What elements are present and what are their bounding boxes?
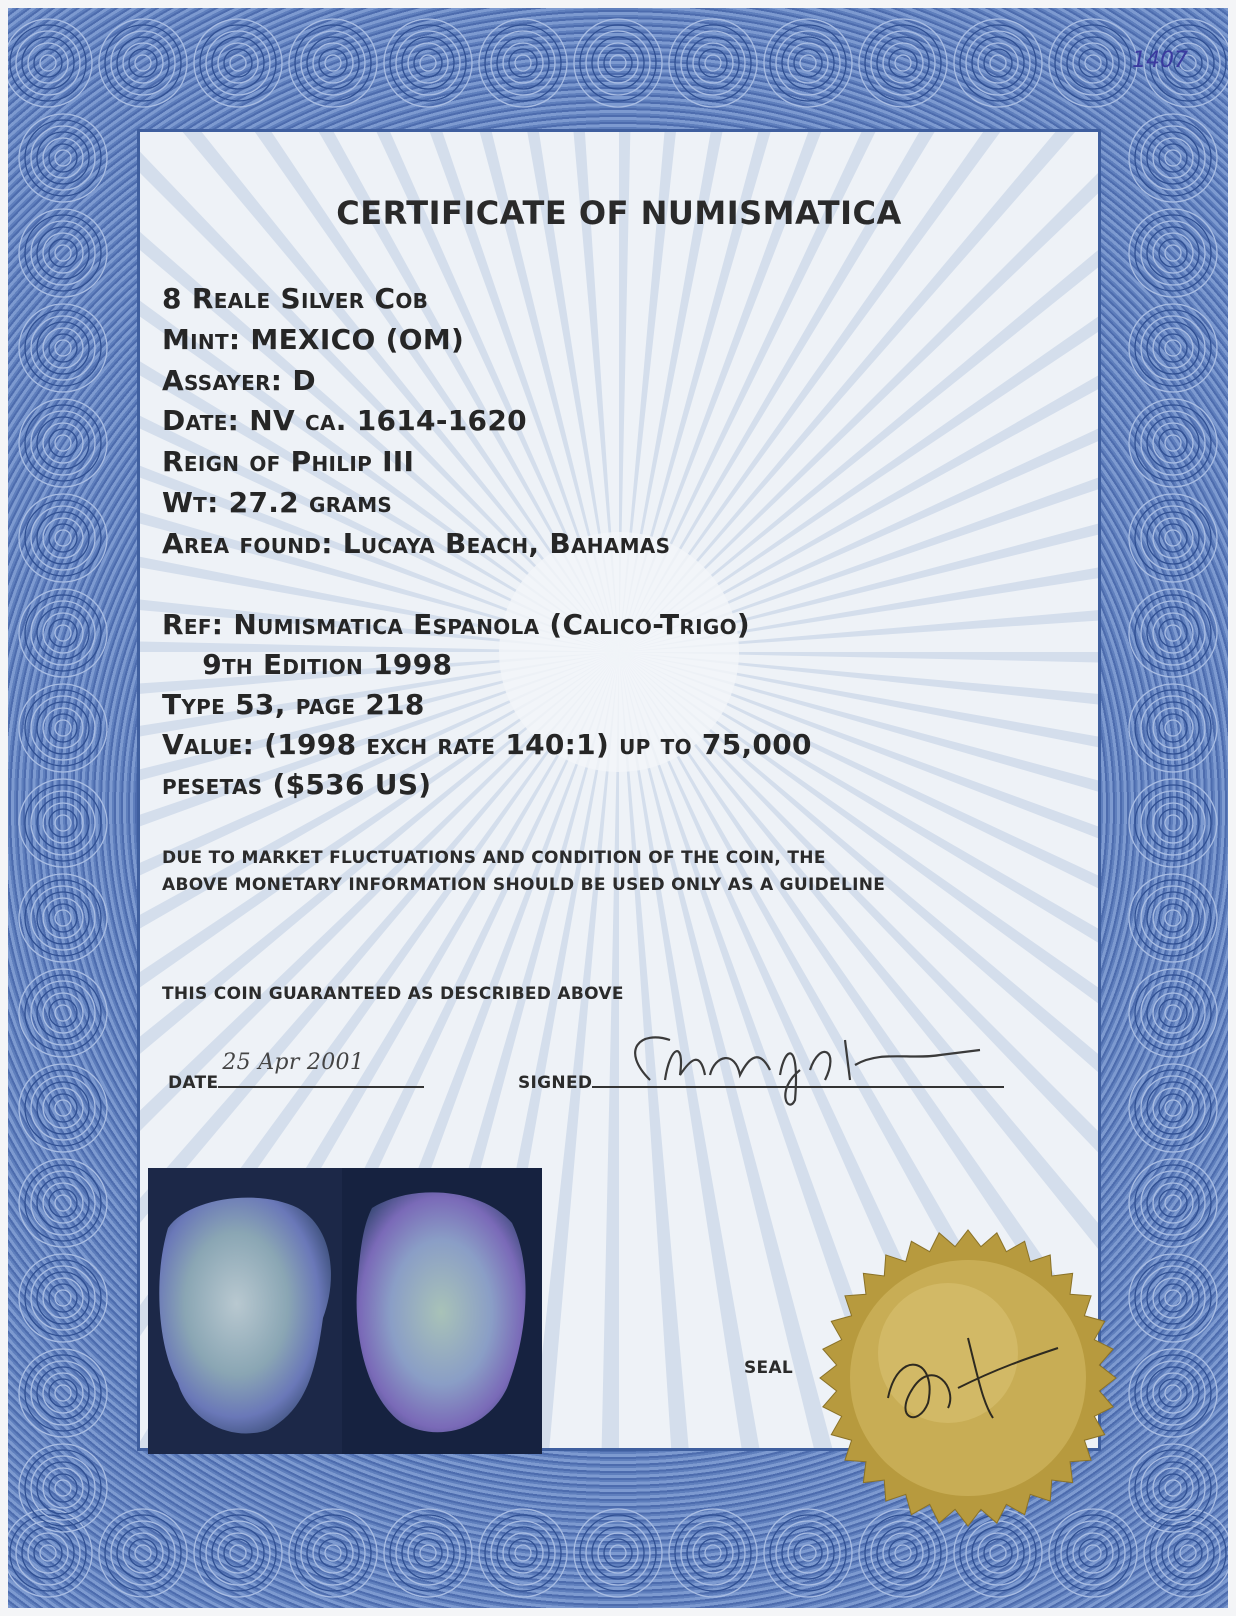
coin-date: Date: NV ca. 1614-1620 bbox=[162, 404, 527, 437]
coin-value: Value: (1998 exch rate 140:1) up to 75,000 bbox=[162, 728, 812, 761]
coin-area-found: Area found: Lucaya Beach, Bahamas bbox=[162, 527, 671, 560]
coin-photo-obverse bbox=[148, 1168, 342, 1454]
seal-label: SEAL bbox=[744, 1358, 794, 1378]
coin-denomination: 8 Reale Silver Cob bbox=[162, 282, 429, 315]
handwritten-corner-number: 1407 bbox=[1132, 48, 1188, 73]
coin-photo-reverse bbox=[342, 1168, 542, 1454]
disclaimer-line-1: DUE TO MARKET FLUCTUATIONS AND CONDITION OF THE COIN, THE bbox=[162, 848, 826, 868]
reference-edition: 9th Edition 1998 bbox=[162, 648, 453, 681]
date-line bbox=[218, 1050, 424, 1088]
signature-scribble bbox=[610, 1020, 990, 1120]
disclaimer-line-2: ABOVE MONETARY INFORMATION SHOULD BE USED ONLY AS A GUIDELINE bbox=[162, 875, 886, 895]
coin-assayer: Assayer: D bbox=[162, 364, 316, 397]
gold-seal bbox=[818, 1228, 1118, 1528]
signed-label: SIGNED bbox=[518, 1073, 593, 1093]
reference-line: Ref: Numismatica Espanola (Calico-Trigo) bbox=[162, 608, 750, 641]
certificate-title: CERTIFICATE OF NUMISMATICA bbox=[336, 194, 902, 232]
guarantee-statement: THIS COIN GUARANTEED AS DESCRIBED ABOVE bbox=[162, 984, 624, 1004]
handwritten-date: 25 Apr 2001 bbox=[222, 1050, 365, 1075]
date-field bbox=[168, 1050, 424, 1093]
coin-value-usd: pesetas ($536 US) bbox=[162, 768, 432, 801]
coin-mint: Mint: MEXICO (OM) bbox=[162, 323, 465, 356]
coin-weight: Wt: 27.2 grams bbox=[162, 486, 393, 519]
coin-reign: Reign of Philip III bbox=[162, 445, 415, 478]
date-label: DATE bbox=[168, 1073, 219, 1093]
reference-type-page: Type 53, page 218 bbox=[162, 688, 425, 721]
